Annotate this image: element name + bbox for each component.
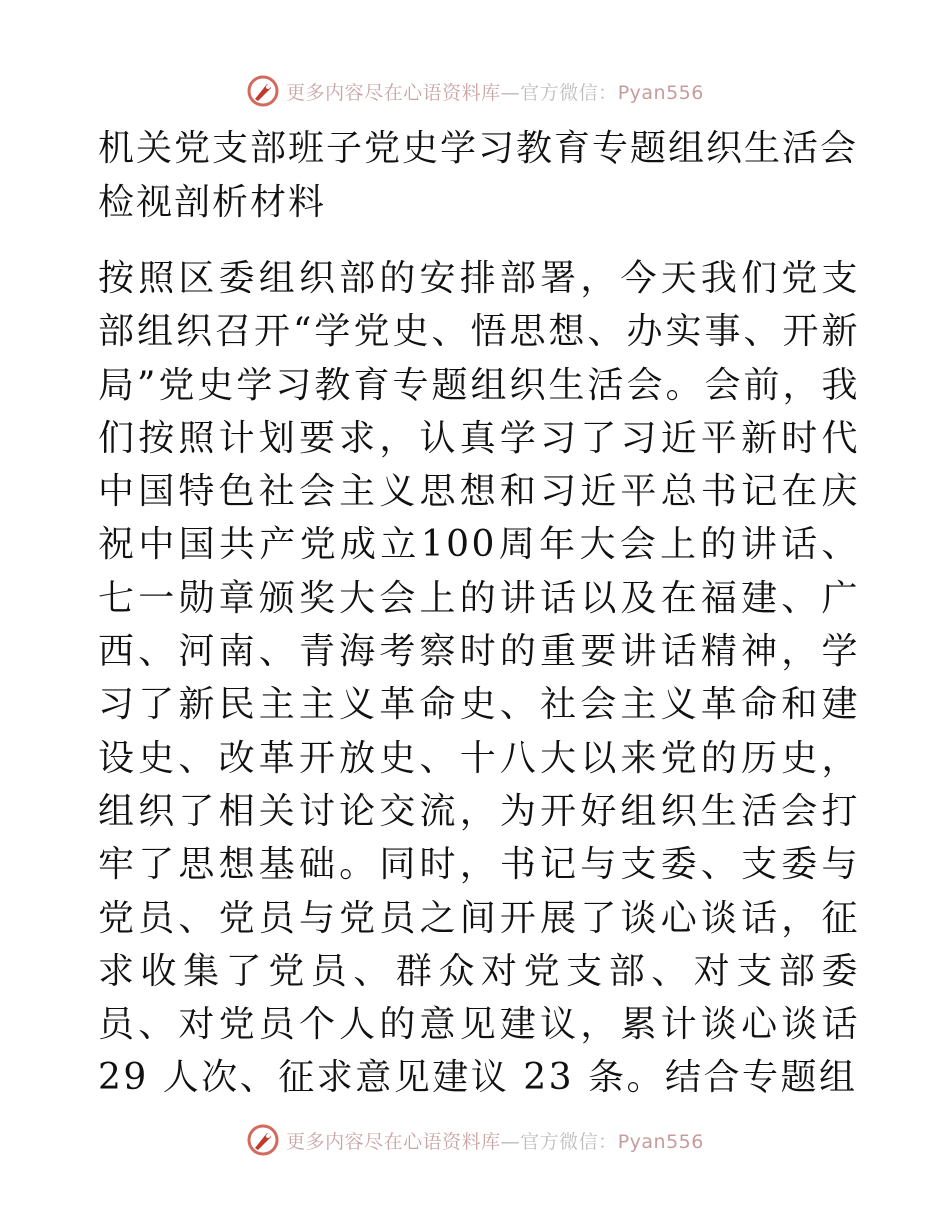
pen-nib-logo-icon bbox=[246, 74, 280, 108]
pen-nib-logo-icon bbox=[246, 1123, 280, 1157]
watermark-wechat-label: 官方微信： bbox=[520, 81, 618, 104]
watermark-text bbox=[286, 1127, 704, 1154]
watermark-wechat-account: Pyan556 bbox=[617, 81, 704, 104]
footer-watermark-banner bbox=[0, 1120, 950, 1160]
document-body-paragraph: 按照区委组织部的安排部署，今天我们党支部组织召开“学党史、悟思想、办实事、开新局”党史学习教育专题组织生活会。会前，我们按照计划要求，认真学习了习近平新时代中国特色社会主义思想和习近平总书记在庆祝中国共产党成立100周年大会上的讲话、七一勋章颁奖大会上的讲话以及在福建、广西、河南、青海考察时的重要讲话精神，学习了新民主主义革命史、社会主义革命和建设史、改革开放史、十八大以来党的历史，组织了相关讨论交流，为开好组织生活会打牢了思想基础。同时，书记与支委、支委与党员、党员与党员之间开展了谈心谈话，征求收集了党员、群众对党支部、对支部委员、对党员个人的意见建议，累计谈心谈话 29 人次、征求意见建议 23 条。结合专题组 bbox=[98, 258, 860, 1099]
watermark-wechat-label: 官方微信： bbox=[520, 1130, 618, 1153]
watermark-library-name: 更多内容尽在心语资料库 bbox=[286, 1130, 501, 1153]
watermark-separator: — bbox=[500, 81, 521, 104]
document-title: 机关党支部班子党史学习教育专题组织生活会检视剖析材料 bbox=[98, 128, 859, 223]
watermark-library-name: 更多内容尽在心语资料库 bbox=[286, 81, 501, 104]
watermark-text bbox=[286, 78, 704, 105]
header-watermark-banner bbox=[0, 71, 950, 111]
watermark-wechat-account: Pyan556 bbox=[617, 1130, 704, 1153]
watermark-separator: — bbox=[500, 1130, 521, 1153]
